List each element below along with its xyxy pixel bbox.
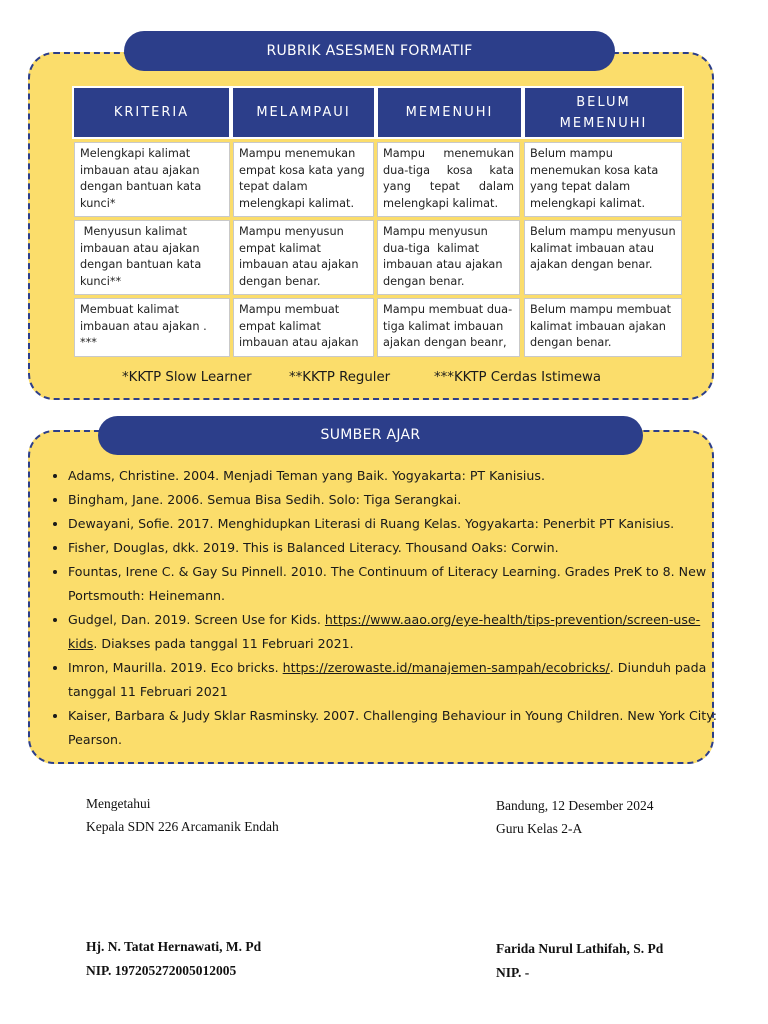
- table-cell: Mampu menyusun empat kalimat imbauan atau ajakan dengan benar.: [233, 220, 374, 295]
- list-item: • Bingham, Jane. 2006. Semua Bisa Sedih. Solo: Tiga Serangkai.: [68, 488, 728, 512]
- list-item: • Fisher, Douglas, dkk. 2019. This is Balanced Literacy. Thousand Oaks: Corwin.: [68, 536, 728, 560]
- reference-link[interactable]: https://zerowaste.id/manajemen-sampah/ecobricks/: [282, 660, 610, 675]
- table-cell: Mampu menyusun dua-tiga kalimat imbauan atau ajakan dengan benar.: [377, 220, 520, 295]
- rubric-title: RUBRIK ASESMEN FORMATIF: [124, 31, 615, 71]
- sig-right-name: Farida Nurul Lathifah, S. Pd: [496, 941, 664, 956]
- sumber-title: SUMBER AJAR: [98, 416, 643, 455]
- rubric-table: [72, 86, 684, 358]
- header-belum-memenuhi: BELUM MEMENUHI: [523, 86, 684, 139]
- header-kriteria: KRITERIA: [72, 86, 231, 139]
- list-item: • Kaiser, Barbara & Judy Sklar Rasminsky. 2007. Challenging Behaviour in Young Children. New York City: Pearson.: [68, 704, 728, 752]
- note-reguler: **KKTP Reguler: [289, 370, 391, 385]
- table-cell: Mampu membuat dua-tiga kalimat imbauan ajakan dengan beanr,: [377, 298, 520, 357]
- table-cell: Mampu menemukan empat kosa kata yang tepat dalam melengkapi kalimat.: [233, 142, 374, 217]
- list-item: • Dewayani, Sofie. 2017. Menghidupkan Literasi di Ruang Kelas. Yogyakarta: Penerbit PT Kanisius.: [68, 512, 728, 536]
- sig-left-name: Hj. N. Tatat Hernawati, M. Pd: [86, 939, 262, 954]
- note-slow-learner: *KKTP Slow Learner: [122, 370, 252, 385]
- table-cell: Belum mampu menemukan kosa kata yang tepat dalam melengkapi kalimat.: [524, 142, 682, 217]
- list-item: • Adams, Christine. 2004. Menjadi Teman yang Baik. Yogyakarta: PT Kanisius.: [68, 464, 728, 488]
- sig-right-nip: NIP. -: [496, 965, 530, 980]
- sig-left-line2: Kepala SDN 226 Arcamanik Endah: [86, 819, 279, 834]
- table-cell: Belum mampu membuat kalimat imbauan ajakan dengan benar.: [524, 298, 682, 357]
- table-cell: Belum mampu menyusun kalimat imbauan atau ajakan dengan benar.: [524, 220, 682, 295]
- sig-right-line2: Guru Kelas 2-A: [496, 821, 583, 836]
- reference-link[interactable]: https://www.aao.org/eye-health/tips-prevention/screen-use-kids: [68, 612, 701, 651]
- table-cell: Melengkapi kalimat imbauan atau ajakan dengan bantuan kata kunci*: [74, 142, 230, 217]
- table-cell: Menyusun kalimat imbauan atau ajakan dengan bantuan kata kunci**: [74, 220, 230, 295]
- table-cell: Membuat kalimat imbauan atau ajakan . ***: [74, 298, 230, 357]
- list-item: • Imron, Maurilla. 2019. Eco bricks. https://zerowaste.id/manajemen-sampah/ecobricks/. Diunduh pada tanggal 11 Februari 2021: [68, 656, 728, 704]
- note-cerdas-istimewa: ***KKTP Cerdas Istimewa: [434, 370, 602, 385]
- sig-right-line1: Bandung, 12 Desember 2024: [496, 798, 654, 813]
- list-item: • Gudgel, Dan. 2019. Screen Use for Kids. https://www.aao.org/eye-health/tips-prevention/screen-use-kids. Diakses pada tanggal 11 Februari 2021.: [68, 608, 728, 656]
- table-cell: Mampu menemukan dua-tiga kosa kata yang tepat dalam melengkapi kalimat.: [377, 142, 520, 217]
- sig-left-nip: NIP. 197205272005012005: [86, 963, 237, 978]
- sig-left-line1: Mengetahui: [86, 796, 151, 811]
- reference-list: [48, 464, 728, 752]
- header-memenuhi: MEMENUHI: [376, 86, 523, 139]
- table-cell: Mampu membuat empat kalimat imbauan atau ajakan: [233, 298, 374, 357]
- header-melampaui: MELAMPAUI: [231, 86, 376, 139]
- list-item: • Fountas, Irene C. & Gay Su Pinnell. 2010. The Continuum of Literacy Learning. Grades PreK to 8. New Portsmouth: Heinemann.: [68, 560, 728, 608]
